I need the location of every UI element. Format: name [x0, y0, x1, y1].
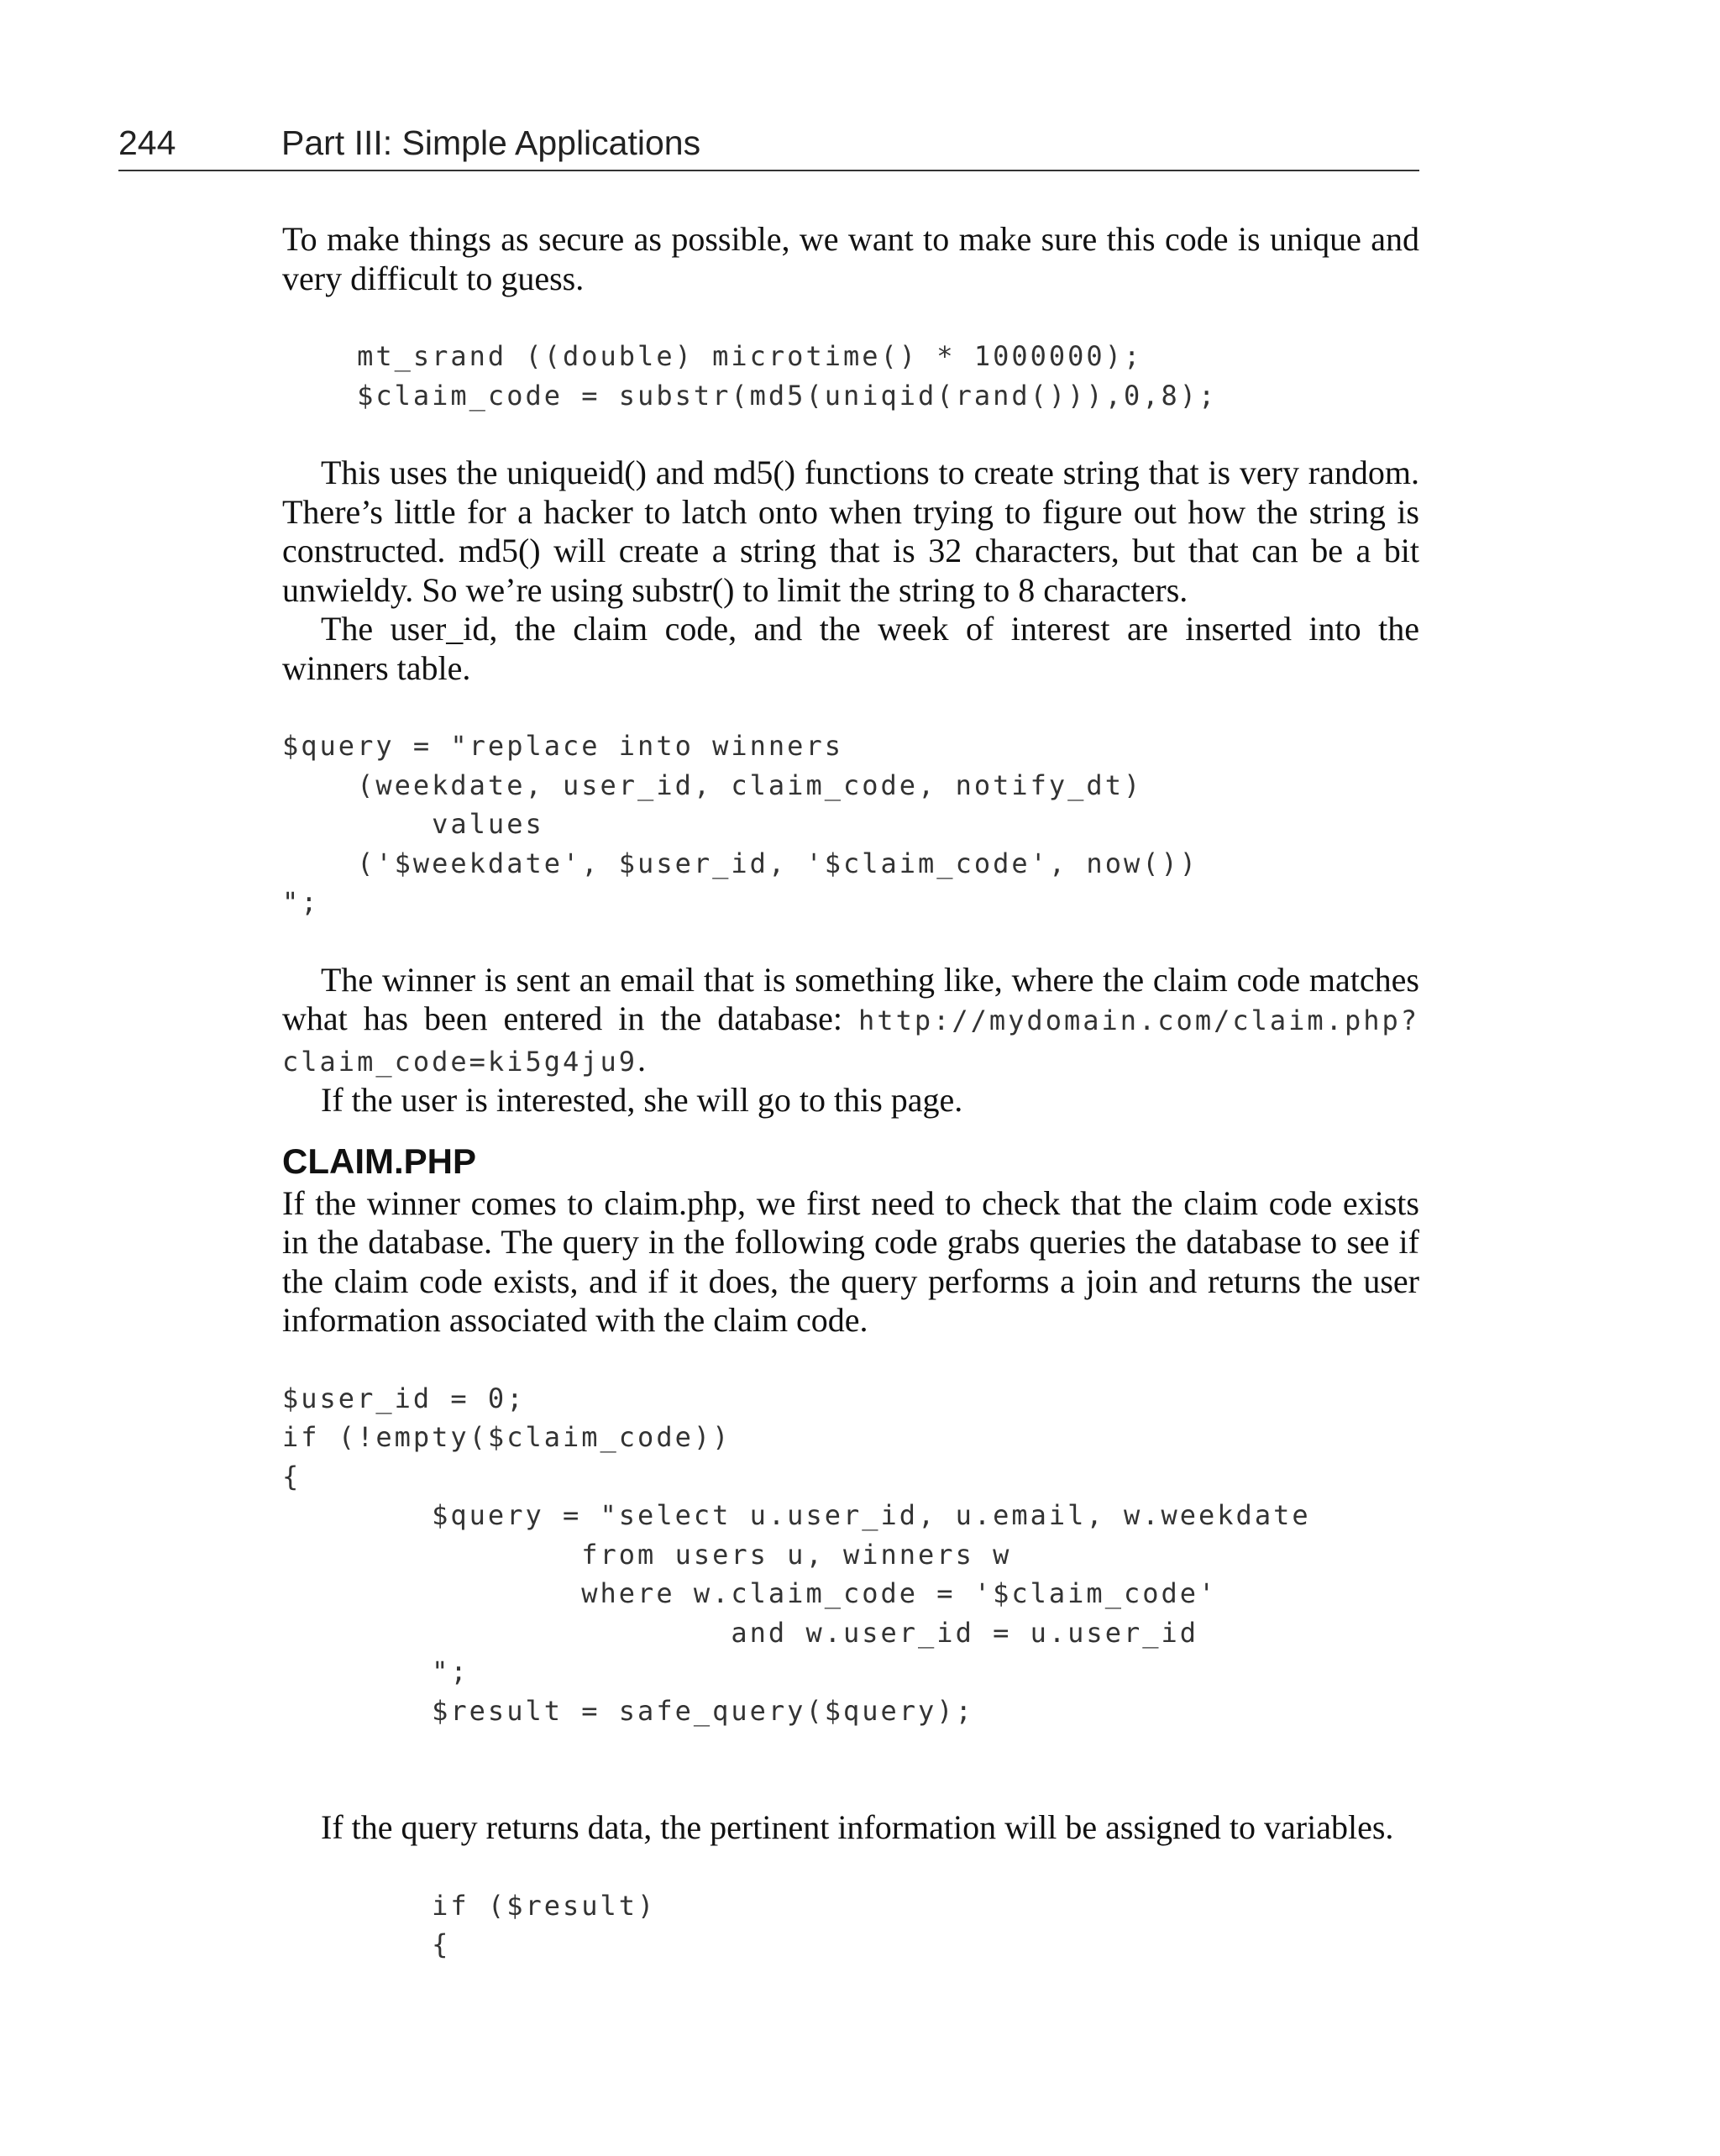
- email-paragraph-text: The winner is sent an email that is something like, where the claim code matches what has been entered in the database:: [282, 960, 1419, 1037]
- chapter-title: Part III: Simple Applications: [281, 123, 701, 162]
- page-number: 244: [118, 123, 176, 162]
- intro-paragraph: To make things as secure as possible, we want to make sure this code is unique and very difficult to guess.: [282, 220, 1419, 297]
- code-block-srand: mt_srand ((double) microtime() * 1000000); $claim_code = substr(md5(uniqid(rand())),0,8);: [357, 340, 1218, 412]
- interested-paragraph: If the user is interested, she will go to this page.: [321, 1081, 963, 1119]
- claim-url: http://mydomain.com/claim.php?claim_code=ki5g4ju9: [282, 1005, 1419, 1078]
- uniqueid-paragraph: This uses the uniqueid() and md5() functions to create string that is very random. There’s little for a hacker to latch onto when trying to figure out how the string is constructed. md5() will create a string that is 32 characters, but that can be a bit unwieldy. So we’re using substr() to limit the string to 8 characters.: [282, 454, 1419, 609]
- running-header: [118, 119, 1419, 171]
- code-block-replace-query: $query = "replace into winners (weekdate, user_id, claim_code, notify_dt) values ('$weekdate', $user_id, '$claim_code', now()) ";: [282, 730, 1199, 918]
- claim-paragraph: If the winner comes to claim.php, we first need to check that the claim code exists in the database. The query in the following code grabs queries the database to see if the claim code exists, and if it does, the query performs a join and returns the user information associated with the claim code.: [282, 1183, 1419, 1339]
- page-body: [282, 220, 1419, 1965]
- email-paragraph-end: .: [637, 1040, 647, 1078]
- code-block-if-result: if ($result) {: [432, 1889, 657, 1960]
- email-paragraph: [282, 961, 1419, 1082]
- code-block-claim-query: $user_id = 0; if (!empty($claim_code)) { $query = "select u.user_id, u.email, w.weekdate from users u, winners w where w.claim_code = '$claim_code' and w.user_id = u.user_id "; $result = safe_query($query);: [282, 1382, 1311, 1727]
- insert-paragraph: The user_id, the claim code, and the week of interest are inserted into the winners table.: [282, 610, 1419, 687]
- section-heading-claim-php: CLAIM.PHP: [282, 1141, 476, 1181]
- returns-paragraph: If the query returns data, the pertinent information will be assigned to variables.: [321, 1808, 1394, 1846]
